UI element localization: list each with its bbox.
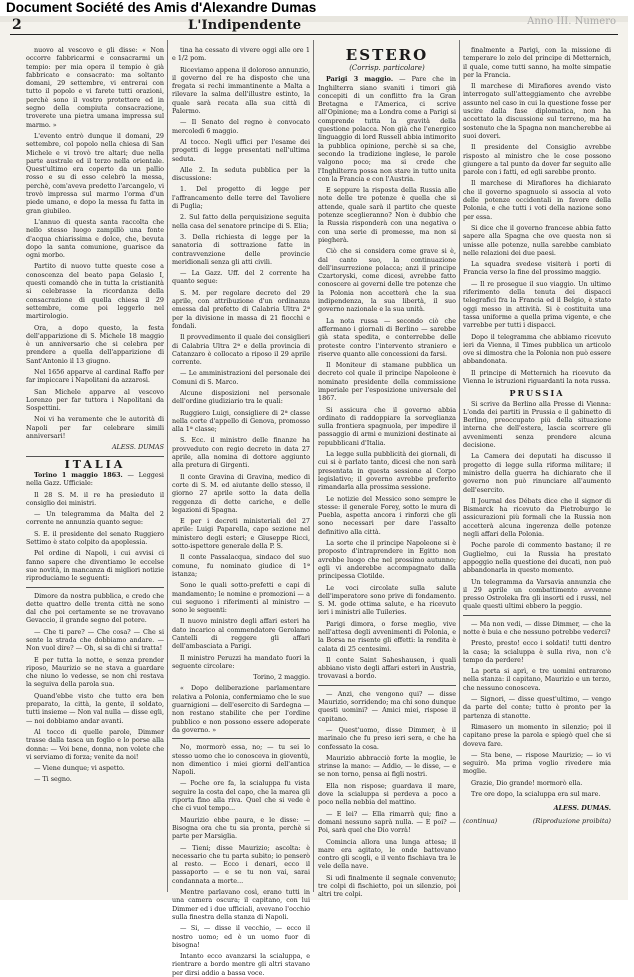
feuilleton-paragraph: Intanto ecco avanzarsi la scialuppa, e rientrare a bordo mentre gli altri stavano per dirsi addio a bassa voce. [172,952,310,977]
article-paragraph: La squadra svedese visiterà i porti di Francia verso la fine del prossimo maggio. [463,260,611,277]
watermark-header: Document Société des Amis d'Alexandre Dumas [0,0,634,16]
article-paragraph: tina ha cessato di vivere oggi alle ore 1 e 1/2 pom. [172,46,310,63]
section-divider [26,456,164,457]
article-paragraph: 2. Sul fatto della perquisizione seguita nella casa del senatore principe di S. Elia; [172,213,310,230]
article-paragraph: Riceviamo appena il doloroso annunzio, il governo del re ha disposto che una fregata si rechi immantinente a Malta a rilevare la salma dell'illustre estinto, la quale sarà recata alla sua città di Palermo. [172,65,310,116]
article-paragraph: S. Ecc. il ministro delle finanze ha provveduto con regio decreto in data 27 aprile, alla nomina di dottore aggiunto alla pretura di Girgenti. [172,436,310,470]
section-divider [463,615,611,616]
section-divider [172,738,310,739]
dateline: Parigi 3 maggio. [326,75,394,84]
feuilleton-paragraph: — Signori, — disse quest'ultimo, — vengo da parte del conte; tutto è pronto per la partenza di stanotte. [463,695,611,720]
article-paragraph: Il conte Saint Saheshausen, i quali abbiano visto degli affari esteri in Austria, trovavasi a bordo. [318,655,456,681]
article-paragraph: La legge sulla pubblicità dei giornali, di cui si è parlato tanto, dicesi che non sarà presentata in questa sessione al Corpo legislativo; il governo avrebbe preferito rimandarla alla prossima sessione. [318,450,456,492]
author-signature: ALESS. DUMAS [111,443,164,452]
article-paragraph: Poche parole di commento bastano; il re Guglielmo, cui la Russia ha prestato appoggio nella questione dei ducati, non può abbandonarla in questo momento. [463,541,611,575]
author-signature: ALESS. DUMAS. [553,804,611,813]
article-paragraph: Le notizie del Messico sono sempre le stesse: il generale Forey, sotto le mura di Puebla, aspetta ancora i rinforzi che gli sono necessari per dare l'assalto definitivo alla città. [318,494,456,536]
column-rule [459,40,460,892]
article-paragraph: Sono le quali sotto-prefetti e capi di mandamento; le nomine e promozioni — a cui seguono i riferimenti al ministro — sono le seguenti: [172,581,310,615]
feuilleton-paragraph: Quand'ebbe visto che tutto era ben preparato, la città, la gente, il soldato, tutti insieme — Non val nulla — disse egli, — noi dobbiamo andar avanti. [26,691,164,725]
article-paragraph: Dopo il telegramma che abbiamo ricevuto ieri da Vienna, il Times pubblica un articolo ove si dimostra che la Polonia non può essere abbandonata. [463,332,611,366]
article-paragraph: Si assicura che il governo abbia ordinato di raddoppiare la sorveglianza sulla frontiera spagnuola, per impedire il passaggio di armi e munizioni destinate ai repubblicani d'Italia. [318,405,456,447]
feuilleton-paragraph: — Ma non vedi, — disse Dimmer, — che la notte è buia e che nessuno potrebbe vederci? [463,619,611,636]
article-paragraph: nuovo al vescovo e gli disse: « Non occorre fabbricarmi e consacrarmi un tempio: per mia opera il tempio è già fabbricato e consacrato: ma soltanto domani, 29 settembre, vi entrerai con tutto il popolo e vi farete tutti orazioni, perchè sono il vostro protettore ed in segno della compiuta consacrazione, troverete una pietra umana impressa sul marmo. » [26,46,164,129]
section-header-italia: ITALIA [64,457,126,471]
article-paragraph: 1. Del progetto di legge per l'affrancamento delle terre del Tavoliere di Puglia; [172,185,310,211]
article-paragraph: La nota russa — secondo ciò che affermano i giornali di Berlino — sarebbe già stata spedita, e conterrebbe delle proteste contro l'intervento straniero e riserve quanto alle concessioni da farsi. [318,316,456,358]
article-paragraph: Il marchese di Mirafiores ha dichiarato che il governo spagnuolo si associa al voto delle potenze occidentali in favore della Polonia, e che tutti i voti della nazione sono per essa. [463,179,611,221]
masthead-right-fragment: Anno III. Numero [527,16,616,27]
feuilleton-paragraph: — Viene dunque; vi aspetto. [34,764,125,773]
section-subheader: (Corrisp. particolare) [349,64,425,72]
feuilleton-paragraph: — Poche ore fa, la scialuppa fu vista seguire la costa del capo, che la marea gli riporta fino alla riva. Quel che si vede è che ci vuol tempo... [172,779,310,813]
dateline: Torino 1 maggio 1863. [34,470,123,479]
section-header-prussia: PRUSSIA [509,388,565,399]
feuilleton-paragraph: Presto, presto! ecco i soldati! tutti dentro la casa; la scialuppa è sulla riva, non c'è tempo da perdere! [463,639,611,664]
article-paragraph: Si scrive da Berlino alla Presse di Vienna: L'onda dei partiti in Prussia e il gabinetto di Berlino, preoccupato più della situazione interna che dell'estera, lascia scorrere gli avvenimenti senza prendere alcuna decisione. [463,399,611,450]
article-paragraph: Partito di nuovo tutte queste cose a conoscenza del beato papa Gelasio I, questi comandò che in tutta la cristianità si celebrasse la ricordanza della consacrazione di quella chiesa il 29 settembre, come poi leggerlo nel martirologio. [26,262,164,321]
article-paragraph: Il Moniteur di stamane pubblica un decreto col quale il principe Napoleone è nominato presidente della commissione imperiale per l'esposizione universale del 1867. [318,361,456,403]
reproduction-notice: (Riproduzione proibita) [532,816,611,825]
article-paragraph: Nel 1656 apparve al cardinal Raffo per far impiccare i Napolitani da azzarosi. [26,367,164,385]
article-paragraph: Il conte Passalacqua, sindaco del suo comune, fu nominato giudice di 1ª istanza; [172,553,310,578]
paper-name: L'Indipendente [188,18,302,33]
article-paragraph: — Il re prosegue il suo viaggio. Un ultimo riferimento della tenuta dei dispacci telegrafici fra la Francia ed il Belgio, è stato oggi messo in attività. Si è costituita una tassa uniforme a quella prima vigente, e che varrebbe per tutti i dispacci. [463,279,611,330]
article-paragraph: San Michele apparve al vescovo Lorenzo per far tuttora i Napolitani da Sospettini. [26,387,164,413]
feuilleton-paragraph: No, mormorò essa, no; — tu sei lo stesso uomo che io conosceva in gioventù, non dimentico i miei giorni dell'antica Napoli. [172,743,310,777]
feuilleton-paragraph: Maurizio ebbe paura, e le disse: — Bisogna ora che tu sia pronta, perchè si parte per Marsiglia. [172,815,310,841]
article-paragraph: Alle 2. In seduta pubblica per la discussione: [172,165,310,183]
article-paragraph: E seppure la risposta della Russia alle note delle tre potenze è quella che si attende, quale sarà il partito che queste potenze sceglieranno? Non è dubbio che la Russia risponderà con una negativa o con una serie di promesse, ma non si piegherà. [318,186,456,244]
feuilleton-paragraph: La porta si aprì, e tre uomini entrarono nella stanza: il capitano, Maurizio e un terzo, che nessuno conosceva. [463,667,611,692]
article-paragraph: Si dice che il governo francese abbia fatto sapere alla Spagna che ove questa non si unisse alle potenze, nulla sarebbe cambiato nelle relazioni dei due paesi. [463,223,611,257]
article-paragraph: Pel ordine di Napoli, i cui avvisi ci fanno sapere che diventiamo le eccelse sue novità, in mancanza di migliori notizie riproduciamo le seguenti: [26,549,164,583]
feuilleton-paragraph: Dimore da nostra pubblica, e credo che dette quattro delle trenta città ne sono dal che poi certamente se ne trovavano Gevaccio, il grande segno del potere. [26,591,164,625]
feuilleton-paragraph: Mentre parlavano così, erano tutti in una camera oscura; il capitano, con lui Dimmer ed i due ufficiali, avevano l'occhio sulla finestra della stanza di Napoli. [172,888,310,921]
feuilleton-paragraph: — Che ti pare? — Che cosa? — Che si sente la strada che dobbiamo andare. — Non vuol dire? — Oh, si sa di chi si tratta! [26,627,164,653]
feuilleton-paragraph: — Sta bene, — rispose Maurizio; — io vi seguirò. Ma prima voglio rivedere mia moglie. [463,750,611,776]
feuilleton-paragraph: Tre ore dopo, la scialuppa era sul mare. [471,790,601,799]
article-paragraph: — Le amministrazioni del personale dei Comuni di S. Marco. [172,369,310,386]
article-paragraph: Il provvedimento il quale dei consiglieri di Calabria Ultra 2ª e della provincia di Catanzaro è collocato a riposo il 29 aprile corrente. [172,333,310,367]
article-paragraph: Il conte Gravina di Gravina, medico di corte di S. M. ed aiutante dello stesso, il giorno 27 aprile sotto la data della reggenza di dette cariche, e delle legazioni di Spagna. [172,472,310,514]
article-paragraph: Ciò che si considera come grave si è, dal canto suo, la continuazione dell'insurrezione polacca; anzi il principe Czartoryski, come dicesi, avrebbe fatto conoscere ai governi delle tre potenze che la Polonia non accetterà che la sua indipendenza, la sua libertà, il suo governo nazionale e la sua unità. [318,247,456,314]
article-paragraph: Parigi dimora, o forse meglio, vive nell'attesa degli avvenimenti di Polonia, e la Borsa ne risente gli effetti: la rendita è calata di 25 centesimi. [318,619,456,653]
article-paragraph: S. E. il presidente del senato Ruggiero Settimo è stato colpito da apoplessia. [26,529,164,547]
article-paragraph: finalmente a Parigi, con la missione di temperare lo zelo del principe di Metternich, il quale, come tutti sanno, ha molte simpatie per la Francia. [463,46,611,79]
article-dateline: Torino, 2 maggio. [253,673,310,682]
article-paragraph: Il ministro Peruzzi ha mandato fuori la seguente circolare: [172,653,310,670]
article-paragraph: — Un telegramma da Malta del 2 corrente ne annunzia quanto segue: [26,510,164,527]
feuilleton-paragraph: Rimasero un momento in silenzio; poi il capitano prese la parola e spiegò quel che si doveva fare. [463,722,611,748]
feuilleton-paragraph: — Anzi, che vengono qui? — disse Maurizio, sorridendo; ma chi sono dunque questi uomini? — Amici miei, rispose il capitano. [318,689,456,723]
article-paragraph: Un telegramma da Varsavia annunzia che il 29 aprile un combattimento avvenne presso Ostroleka fra gli insorti ed i russi, nel quale questi ultimi ebbero la peggio. [463,577,611,611]
article-paragraph: Il marchese di Mirafiores avendo visto interrogato sull'atteggiamento che avrebbe assunto nel caso in cui la questione fosse per uscire dalla fase diplomatica, non ha accettato la discussione sul terreno, ma ha sostenuto che la Spagna non mancherebbe ai suoi doveri. [463,82,611,140]
feuilleton-paragraph: — Tieni; disse Maurizio; ascolta: è necessario che tu parta subito; io penserò al resto. — Ecco i denari, ecco il passaporto — e se tu non vai, sarai condannata a morte... [172,843,310,885]
article-paragraph: Il principe di Metternich ha ricevuto da Vienna le istruzioni riguardanti la nota russa. [463,368,611,385]
article-paragraph: Ora, a dopo questo, la festa dell'apparizione di S. Michele 18 maggio è un anniversario che si celebra per prendere a quella dell'apparizione di Sant'Antonio il 13 giugno. [26,323,164,365]
feuilleton-paragraph: — Ti segno. [34,775,72,784]
article-paragraph: Le voci circolate sulla salute dell'imperatore sono prive di fondamento. S. M. gode ottima salute, e ha ricevuto ieri i ministri alle Tuileries. [318,583,456,617]
continua-note: (continua) [463,816,498,825]
article-paragraph: Alcune disposizioni nel personale dell'ordine giudiziario tra le quali: [172,388,310,406]
article-paragraph: Il nuovo ministro degli affari esteri ha dato incarico al commendatore Gerolamo Cantelli di reggere gli affari dell'ambasciata a Parigi. [172,617,310,651]
section-header-estero: ESTERO [345,46,429,64]
article-paragraph: La Camera dei deputati ha discusso il progetto di legge sulla riforma militare; il ministro della guerra ha dichiarato che il governo non può rinunciare all'aumento dell'esercito. [463,452,611,494]
article-paragraph: La sorte che il principe Napoleone si è proposto d'intraprendere in Egitto non avrebbe luogo che nel prossimo autunno; egli vi anderebbe accompagnato dalla principessa Clotilde. [318,539,456,581]
article-paragraph: « Dopo deliberazione parlamentare relativa a Polonia, confermiamo che le sue guarnigioni — dell'esercito di Sardegna — non restano stabilite che per l'ordine pubblico e non possono essere adoperate da governo. » [172,684,310,734]
article-paragraph: E per i decreti ministeriali del 27 aprile: Luigi Paparella, capo sezione nel ministero degli esteri; e Giuseppe Ricci, sotto-ispettore generale della P. S. [172,517,310,551]
article-paragraph: — Il Senato del regno è convocato mercoledì 6 maggio. [172,118,310,135]
article-paragraph: S. M. per regolare decreto del 29 aprile, con attribuzione d'un ordinanza emessa dal prefetto di Calabria Ultra 2ª per la divisione in massa di 21 fiocchi e fondali. [172,288,310,330]
article-text: — Leggesi nella Gazz. Ufficiale: [26,470,164,488]
section-divider [318,685,456,686]
feuilleton-paragraph: Comincia allora una lunga attesa; il mare era agitato, le onde battevano contro gli scogli, e il vento fischiava tra le vele della nave. [318,837,456,871]
article-paragraph: Noi vi ha veramente che le autorità di Napoli per far celebrare simili anniversari! [26,415,164,441]
feuilleton-paragraph: Maurizio abbracciò forte la moglie, le strinse la mano: — Addio, — le disse, — e se non torno, pensa ai figli nostri. [318,753,456,779]
article-paragraph: L'annuo di questa santa raccolta che nello stesso luogo zampillò una fonte d'acqua chiarissima e dolce, che, bevuta dopo la santa comunione, guarisce da ogni morbo. [26,217,164,260]
article-paragraph: Il 28 S. M. il re ha presieduto il consiglio dei ministri. [26,490,164,507]
column-rule [313,40,314,892]
feuilleton-paragraph: Ella non rispose; guardava il mare, dove la scialuppa si perdeva a poco a poco nella nebbia del mattino. [318,781,456,807]
section-divider [26,587,164,588]
article-paragraph: Il Journal des Débats dice che il signor di Bismarck ha ricevuto da Pietroburgo le assicurazioni più formali che la Russia non accetterà alcuna ingerenza delle potenze negli affari della Polonia. [463,496,611,539]
article-paragraph: Il presidente del Consiglio avrebbe risposto al ministro che le cose possono giungere a tal punto da dover far seguito alle parole con i fatti, ed egli sarebbe pronto. [463,143,611,177]
article-paragraph: Al tocco. Negli uffici per l'esame dei progetti di legge presentati nell'ultima seduta. [172,137,310,163]
article-text: — Pare che in Inghilterra siano svaniti i timori già concepiti di un conflitto fra la Gran Bretagna e l'America, ci scrive all'Opinione; ma a Londra come a Parigi si comprende tutta la gravità della questione polacca. Non già che l'energico linguaggio di lord Russell abbia intimorito la pubblica opinione, perchè si sa che, secondo la tradizione inglese, le parole valgono poco; ma si crede che l'Inghilterra possa non stare in tutto unita con la Francia e con l'Austria. [318,75,456,183]
column-rule [167,40,168,892]
feuilleton-paragraph: — E lei? — Ella rimarrà qui; fino a domani nessuno saprà nulla. — E poi? — Poi, sarà quel che Dio vorrà! [318,809,456,835]
feuilleton-paragraph: — Quest'uomo, disse Dimmer, è il marinaio che fu preso ieri sera, e che ha confessato la cosa. [318,725,456,751]
column-3 [318,46,456,899]
column-2 [172,46,310,977]
column-4 [463,46,611,894]
article-paragraph: Ruggiero Luigi, consigliere di 2ª classe nella corte d'appello di Genova, promosso alla 1ª classe; [172,408,310,434]
feuilleton-paragraph: Si udì finalmente il segnale convenuto; tre colpi di fischietto, poi un silenzio, poi altri tre colpi. [318,873,456,899]
masthead [10,16,618,35]
article-paragraph: L'evento entrò dunque il domani, 29 settembre, col popolo nella chiesa di San Michele e vi trovò tre altari; due nella parte australe ed il terzo nella orientale. Quest'ultimo era coperto da un pallio rosso e su di esso celebrò la messa, perchè, com'aveva predetto l'arcangelo, vi trovò impressa sul marmo l'orma d'un piede umano, e dopo la messa fu fatta in gran giubileo. [26,131,164,215]
page-number: 2 [12,17,22,33]
article-paragraph: 3. Della richiesta di legge per la sanatoria di sottrazione fatte in contravvenzione delle provincie meridionali senza gli atti civili. [172,232,310,266]
feuilleton-paragraph: Al tocco di quelle parole, Dimmer trasse dalla tasca un foglio e lo porse alla donna: — Voi bene, donna, non volete che vi serviamo di forza; venite da noi! [26,727,164,761]
continuation-row [463,817,611,825]
feuilleton-paragraph: E per tutta la notte, e senza prender riposo, Maurizio se ne stava a guardare che niuno lo vedesse, se non chi restava la seguiva della parola sua. [26,655,164,689]
feuilleton-paragraph: — Si, — disse il vecchio, — ecco il nostro uomo; ed è un uomo fuor di bisogna! [172,924,310,949]
article-paragraph: — La Gazz. Uff. del 2 corrente ha quanto segue: [172,269,310,286]
feuilleton-paragraph: Grazie, Dio grande! mormorò ella. [471,778,583,787]
column-1 [26,46,164,894]
